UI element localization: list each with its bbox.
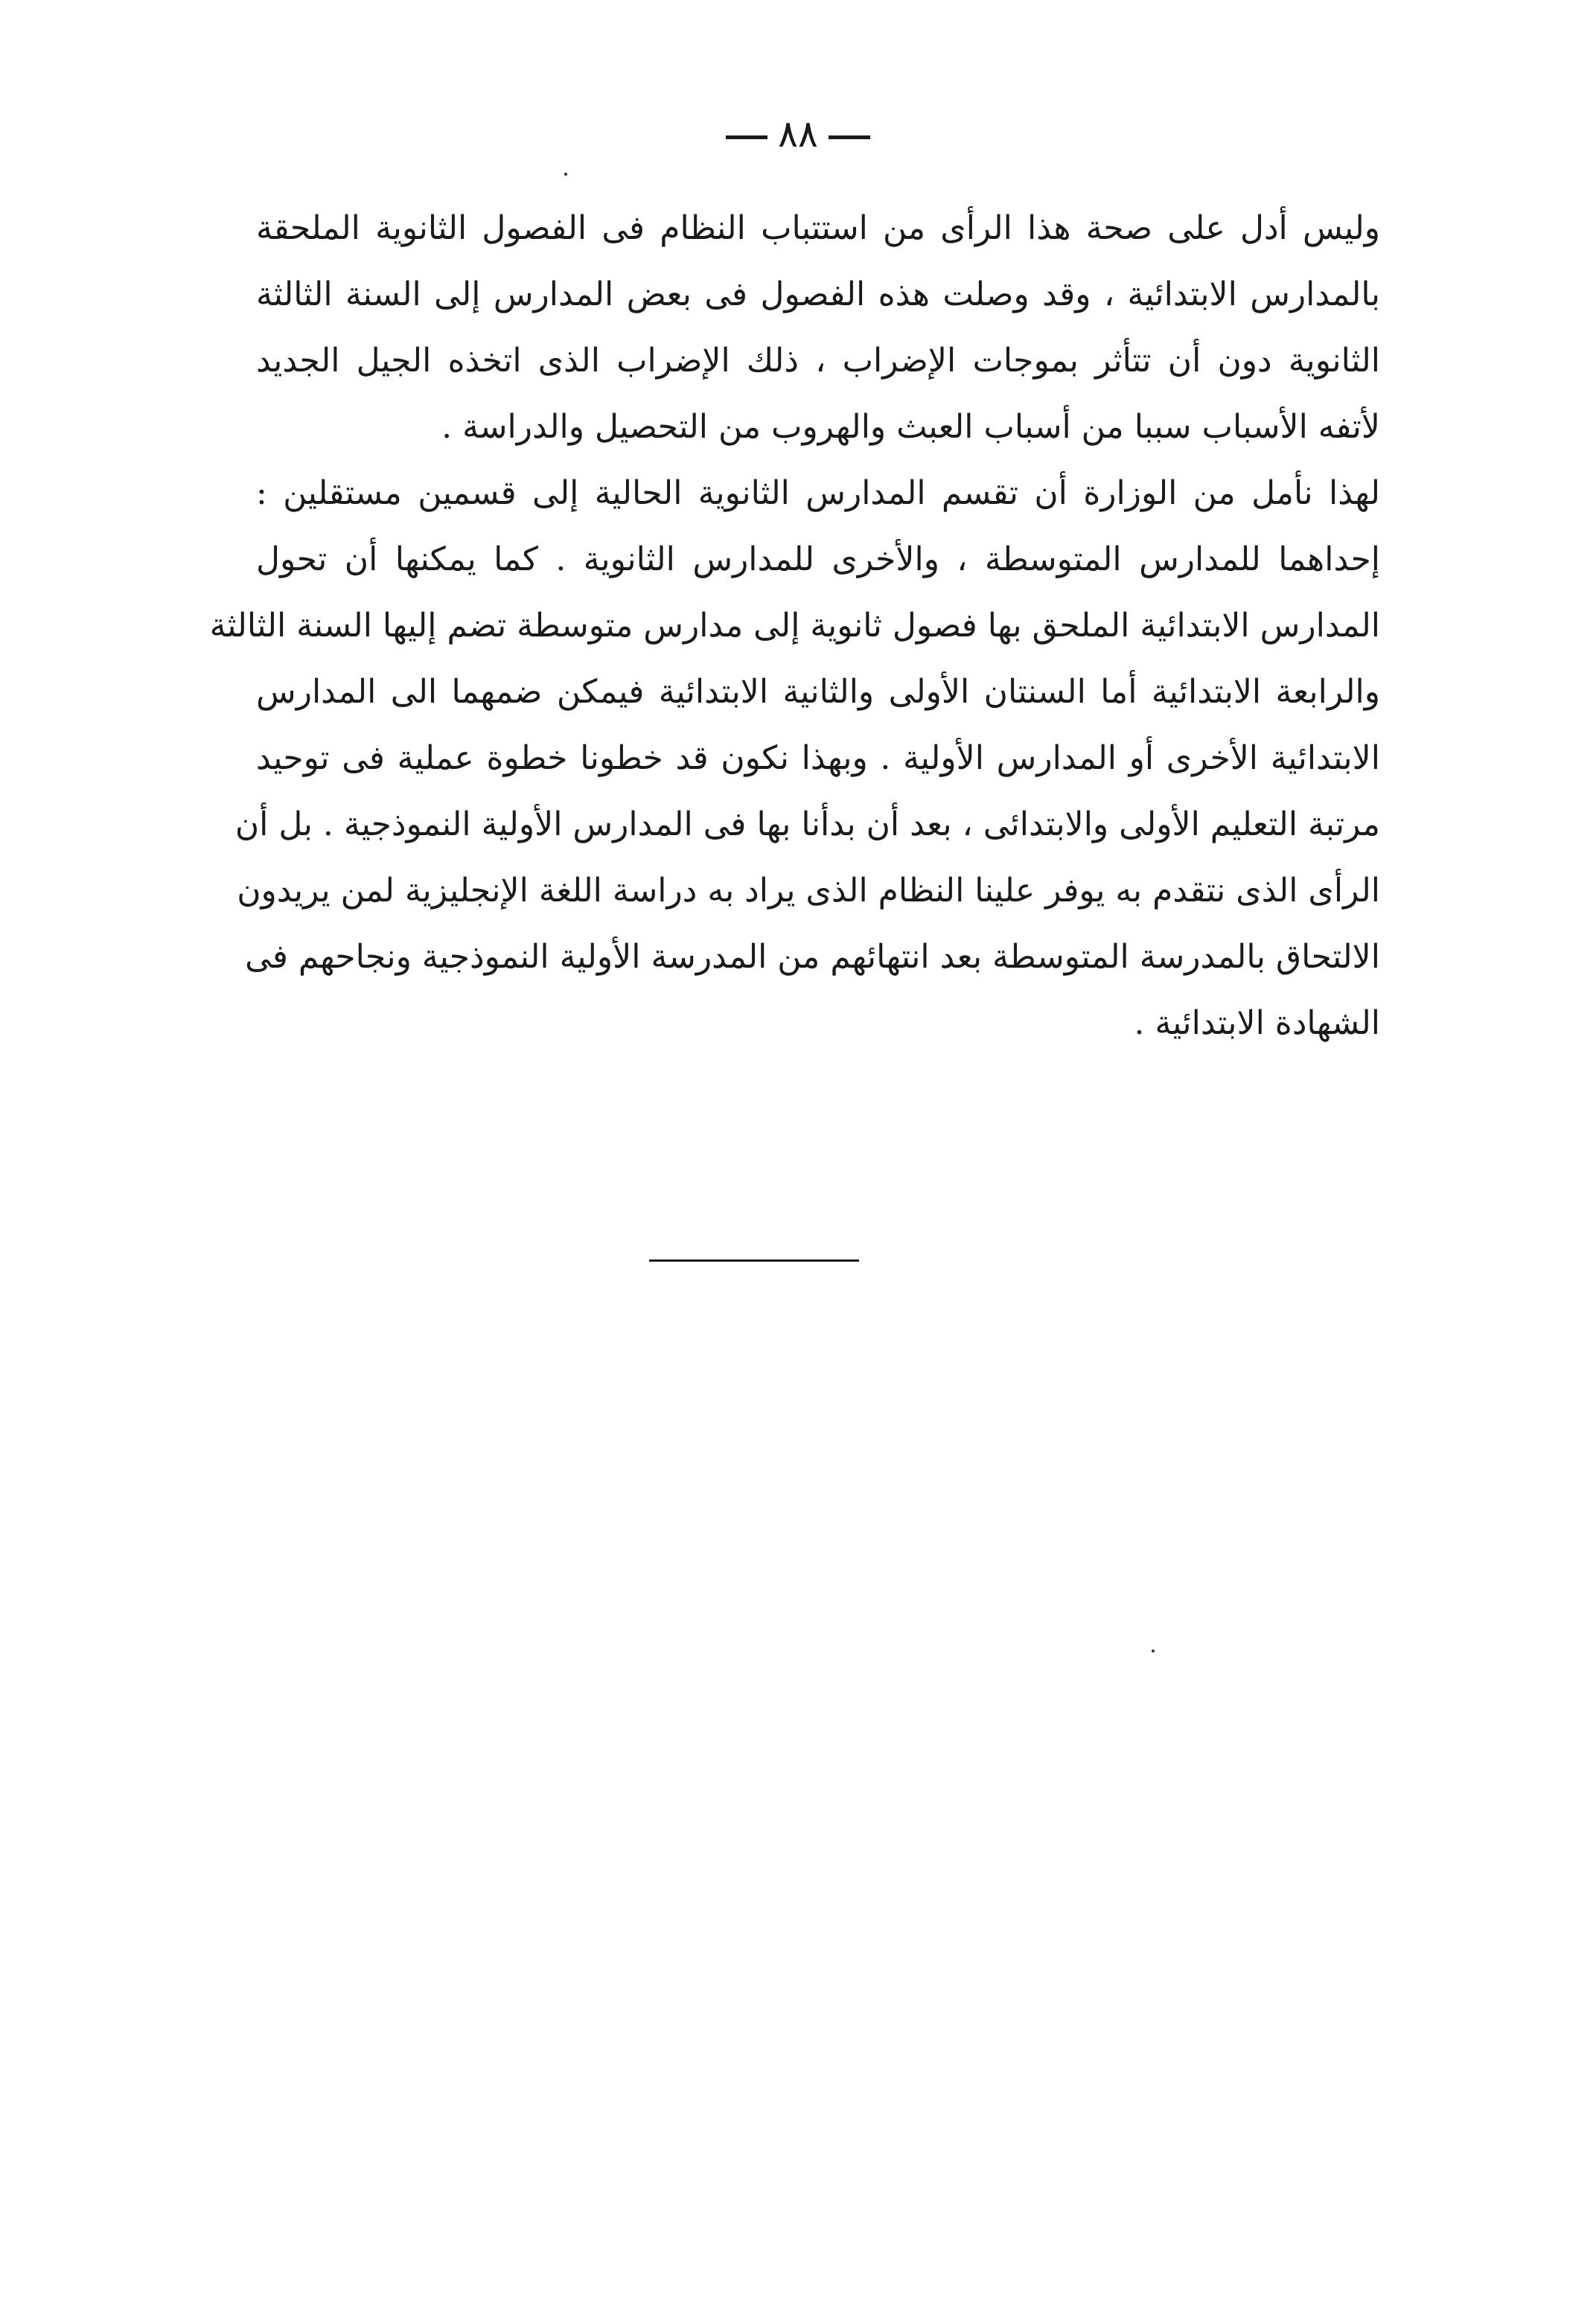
page-number-text: ٨٨ — [778, 112, 818, 156]
text-line: الالتحاق بالمدرسة المتوسطة بعد انتهائهم من المدرسة الأولية النموذجية ونجاحهم فى — [245, 938, 1380, 976]
body-text — [209, 195, 1380, 1056]
text-line: بالمدارس الابتدائية ، وقد وصلت هذه الفصول فى بعض المدارس إلى السنة الثالثة — [256, 275, 1380, 313]
page-number-dash-left — [726, 135, 767, 139]
text-line: الابتدائية الأخرى أو المدارس الأولية . وبهذا نكون قد خطونا خطوة عملية فى توحيد — [256, 739, 1380, 777]
scan-speck — [564, 173, 567, 176]
section-end-rule — [649, 1259, 859, 1262]
text-line: والرابعة الابتدائية أما السنتان الأولى والثانية الابتدائية فيمكن ضمهما الى المدارس — [256, 673, 1380, 711]
paragraph — [256, 195, 1380, 460]
text-line: الثانوية دون أن تتأثر بموجات الإضراب ، ذلك الإضراب الذى اتخذه الجيل الجديد — [256, 342, 1380, 380]
text-line: المدارس الابتدائية الملحق بها فصول ثانوية إلى مدارس متوسطة تضم إليها السنة الثالثة — [209, 607, 1380, 645]
text-line: الشهادة الابتدائية . — [1134, 1004, 1380, 1042]
text-line: لأتفه الأسباب سببا من أسباب العبث والهروب من التحصيل والدراسة . — [441, 408, 1380, 446]
text-line: لهذا نأمل من الوزارة أن تقسم المدارس الثانوية الحالية إلى قسمين مستقلين : — [256, 474, 1380, 512]
text-line: مرتبة التعليم الأولى والابتدائى ، بعد أن بدأنا بها فى المدارس الأولية النموذجية . بل أن — [234, 805, 1380, 843]
paragraph — [209, 460, 1380, 1056]
page-number — [0, 112, 1596, 156]
text-line: وليس أدل على صحة هذا الرأى من استتباب النظام فى الفصول الثانوية الملحقة — [256, 209, 1380, 247]
page-number-dash-right — [829, 135, 870, 139]
scan-speck — [1152, 1650, 1155, 1652]
text-line: إحداهما للمدارس المتوسطة ، والأخرى للمدارس الثانوية . كما يمكنها أن تحول — [256, 540, 1380, 578]
text-line: الرأى الذى نتقدم به يوفر علينا النظام الذى يراد به دراسة اللغة الإنجليزية لمن يريدون — [237, 872, 1380, 910]
